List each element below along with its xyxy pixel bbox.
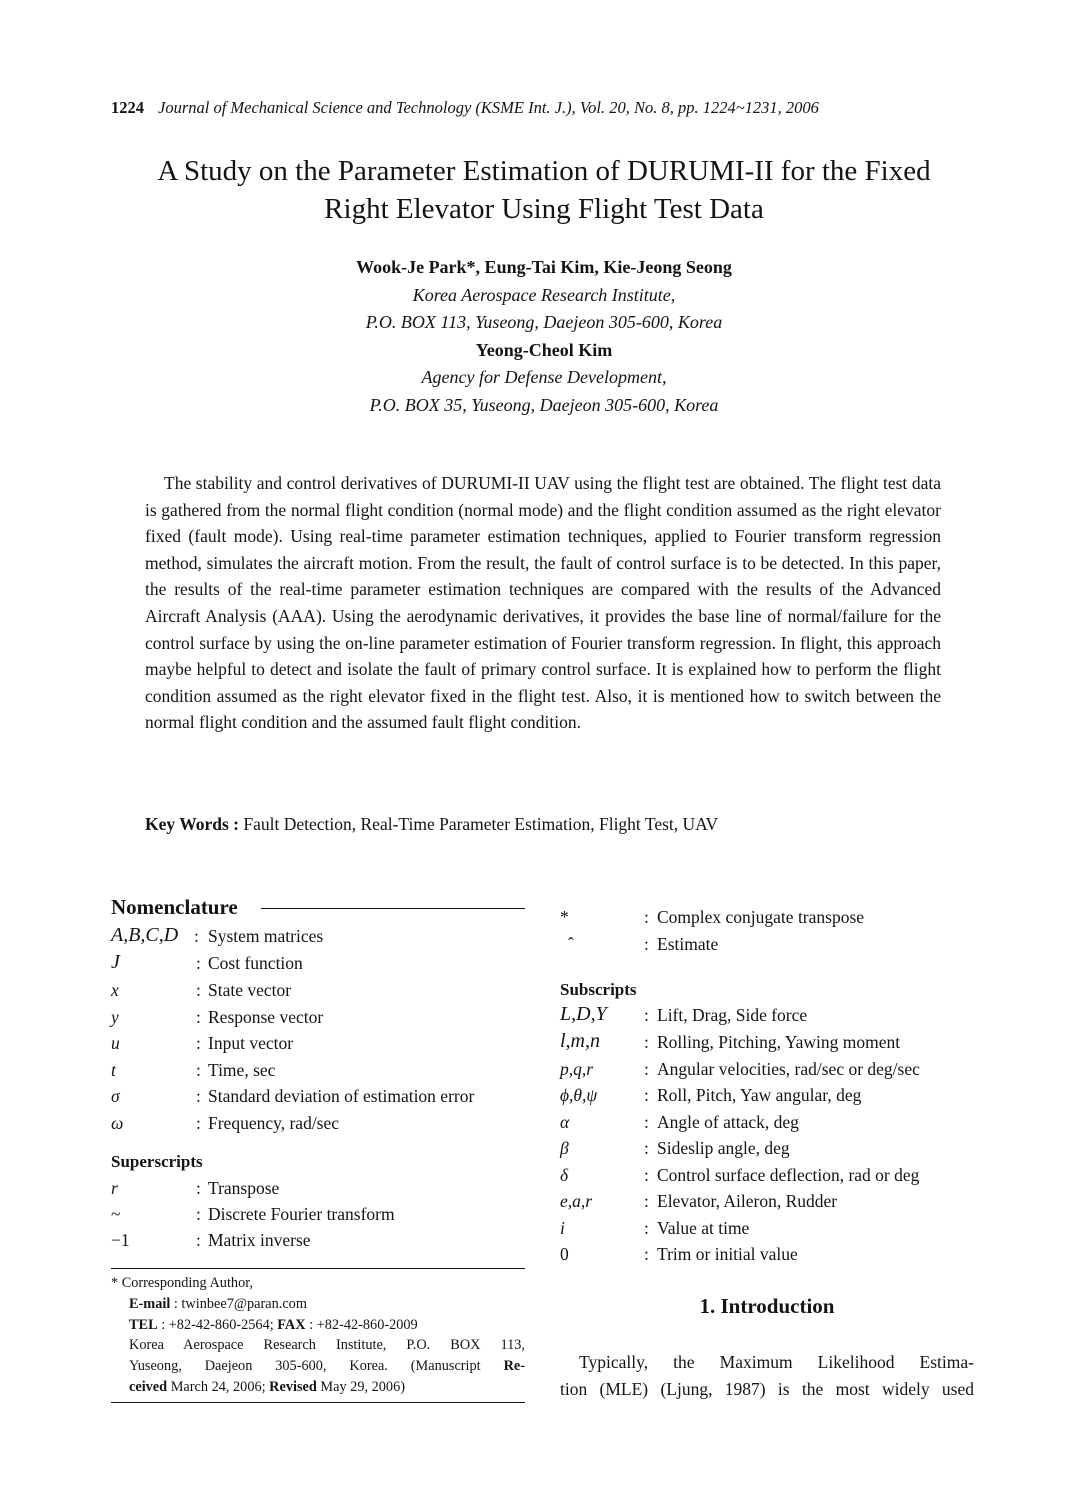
paper-title (100, 152, 988, 228)
footnote-dates: ceived March 24, 2006; Revised May 29, 2006) (129, 1378, 405, 1395)
running-header (111, 98, 819, 118)
subscript-definition: Sideslip angle, deg (657, 1138, 790, 1158)
nomenclature-symbol: ω (111, 1113, 124, 1133)
nomenclature-definition: Input vector (208, 1033, 294, 1053)
nomenclature-symbol: x (111, 980, 119, 1000)
footnote-email: E-mail : twinbee7@paran.com (129, 1295, 307, 1312)
introduction-line-1: Typically, the Maximum Likelihood Estima- (579, 1352, 974, 1372)
subscript-definition: Roll, Pitch, Yaw angular, deg (657, 1085, 862, 1105)
nomenclature-definition: Complex conjugate transpose (657, 907, 865, 927)
subscript-symbol: p,q,r (560, 1059, 594, 1079)
nomenclature-heading (111, 895, 525, 925)
nomenclature-title: Nomenclature (111, 895, 243, 920)
title-line-1: A Study on the Parameter Estimation of DURUMI-II for the Fixed (157, 155, 931, 187)
subscript-definition: Control surface deflection, rad or deg (657, 1165, 920, 1185)
nomenclature-symbol: t (111, 1060, 116, 1080)
introduction-text (560, 1349, 974, 1403)
nomenclature-definition: Cost function (208, 953, 303, 973)
journal-citation: Journal of Mechanical Science and Technology (KSME Int. J.), Vol. 20, No. 8, pp. 1224~1231, 2006 (158, 98, 819, 117)
subscript-symbol: 0 (560, 1244, 569, 1264)
authors-block (100, 254, 988, 419)
affiliation-2-line-2: P.O. BOX 35, Yuseong, Daejeon 305-600, Korea (369, 394, 719, 415)
affiliation-1-line-2: P.O. BOX 113, Yuseong, Daejeon 305-600, Korea (365, 312, 723, 332)
author-group-2: Yeong-Cheol Kim (475, 339, 613, 360)
superscripts-heading: Superscripts (111, 1152, 203, 1171)
superscript-symbol: −1 (111, 1230, 130, 1250)
subscript-definition: Trim or initial value (657, 1244, 798, 1264)
superscript-definition: Matrix inverse (208, 1230, 311, 1250)
superscript-definition: Transpose (208, 1178, 280, 1198)
nomenclature-symbol: ˆ (568, 934, 574, 954)
nomenclature-definition: System matrices (208, 926, 324, 946)
subscript-symbol: e,a,r (560, 1191, 593, 1211)
nomenclature-definition: Standard deviation of estimation error (208, 1086, 475, 1106)
subscript-definition: Value at time (657, 1218, 750, 1238)
footnote-phone: TEL : +82-42-860-2564; FAX : +82-42-860-2009 (129, 1316, 418, 1333)
footnote-corresponding: * Corresponding Author, (111, 1275, 253, 1291)
keywords (145, 814, 718, 835)
nomenclature-symbol: σ (111, 1086, 120, 1106)
corresponding-author-footnote (111, 1268, 525, 1403)
subscripts-heading: Subscripts (560, 980, 637, 999)
subscript-definition: Elevator, Aileron, Rudder (657, 1191, 838, 1211)
superscript-symbol: r (111, 1178, 118, 1198)
subscript-symbol: l,m,n (560, 1030, 600, 1052)
nomenclature-symbol: u (111, 1033, 120, 1053)
abstract (145, 470, 941, 736)
subscript-symbol: α (560, 1112, 570, 1132)
section-heading-introduction: 1. Introduction (699, 1294, 835, 1318)
superscript-symbol: ~ (111, 1204, 121, 1224)
affiliation-1-line-1: Korea Aerospace Research Institute, (412, 284, 676, 305)
superscript-definition: Discrete Fourier transform (208, 1204, 395, 1224)
nomenclature-definition: State vector (208, 980, 292, 1000)
nomenclature-definition: Response vector (208, 1007, 324, 1027)
footnote-address-1: Korea Aerospace Research Institute, P.O. BOX 113, (129, 1337, 525, 1354)
nomenclature-symbol: A,B,C,D (111, 924, 179, 946)
keywords-text: Fault Detection, Real-Time Parameter Estimation, Flight Test, UAV (243, 814, 719, 834)
subscript-symbol: ϕ,θ,ψ (560, 1085, 598, 1105)
nomenclature-definition: Estimate (657, 934, 719, 954)
subscript-definition: Angular velocities, rad/sec or deg/sec (657, 1059, 920, 1079)
nomenclature-symbol: J (111, 951, 120, 973)
nomenclature-symbol: * (560, 907, 569, 927)
subscript-definition: Rolling, Pitching, Yawing moment (657, 1032, 901, 1052)
abstract-text: The stability and control derivatives of DURUMI-II UAV using the flight test are obtained. The flight test data is gathered from the normal flight condition (normal mode) and the flight condition assumed as the right elevator fixed (fault mode). Using real-time parameter estimation techniques, applied to Fourier transform regression method, simulates the aircraft motion. From the result, the fault of control surface is to be detected. In this paper, the results of the real-time parameter estimation techniques are compared with the results of the Advanced Aircraft Analysis (AAA). Using the aerodynamic derivatives, it provides the base line of normal/failure for the control surface by using the on-line parameter estimation of Fourier transform regression. In flight, this approach maybe helpful to detect and isolate the fault of primary control surface. It is explained how to perform the flight condition assumed as the right elevator fixed in the flight test. Also, it is mentioned how to switch between the normal flight condition and the assumed fault flight condition. (145, 473, 941, 733)
keywords-label: Key Words : (145, 814, 239, 834)
subscript-symbol: δ (560, 1165, 569, 1185)
author-group-1: Wook-Je Park*, Eung-Tai Kim, Kie-Jeong Seong (356, 257, 732, 277)
nomenclature-definition: Time, sec (208, 1060, 276, 1080)
subscript-symbol: β (560, 1138, 569, 1158)
subscript-symbol: L,D,Y (560, 1003, 607, 1025)
subscript-definition: Angle of attack, deg (657, 1112, 799, 1132)
subscript-symbol: i (560, 1218, 565, 1238)
nomenclature-rule (261, 908, 525, 909)
affiliation-2-line-1: Agency for Defense Development, (421, 367, 667, 387)
nomenclature-symbol: y (111, 1007, 119, 1027)
title-line-2: Right Elevator Using Flight Test Data (324, 193, 764, 225)
footnote-address-2: Yuseong, Daejeon 305-600, Korea. (Manuscript Re- (129, 1358, 525, 1375)
nomenclature-definition: Frequency, rad/sec (208, 1113, 340, 1133)
introduction-line-2: tion (MLE) (Ljung, 1987) is the most widely used (560, 1378, 974, 1399)
subscript-definition: Lift, Drag, Side force (657, 1005, 808, 1025)
page-number: 1224 (111, 98, 144, 117)
